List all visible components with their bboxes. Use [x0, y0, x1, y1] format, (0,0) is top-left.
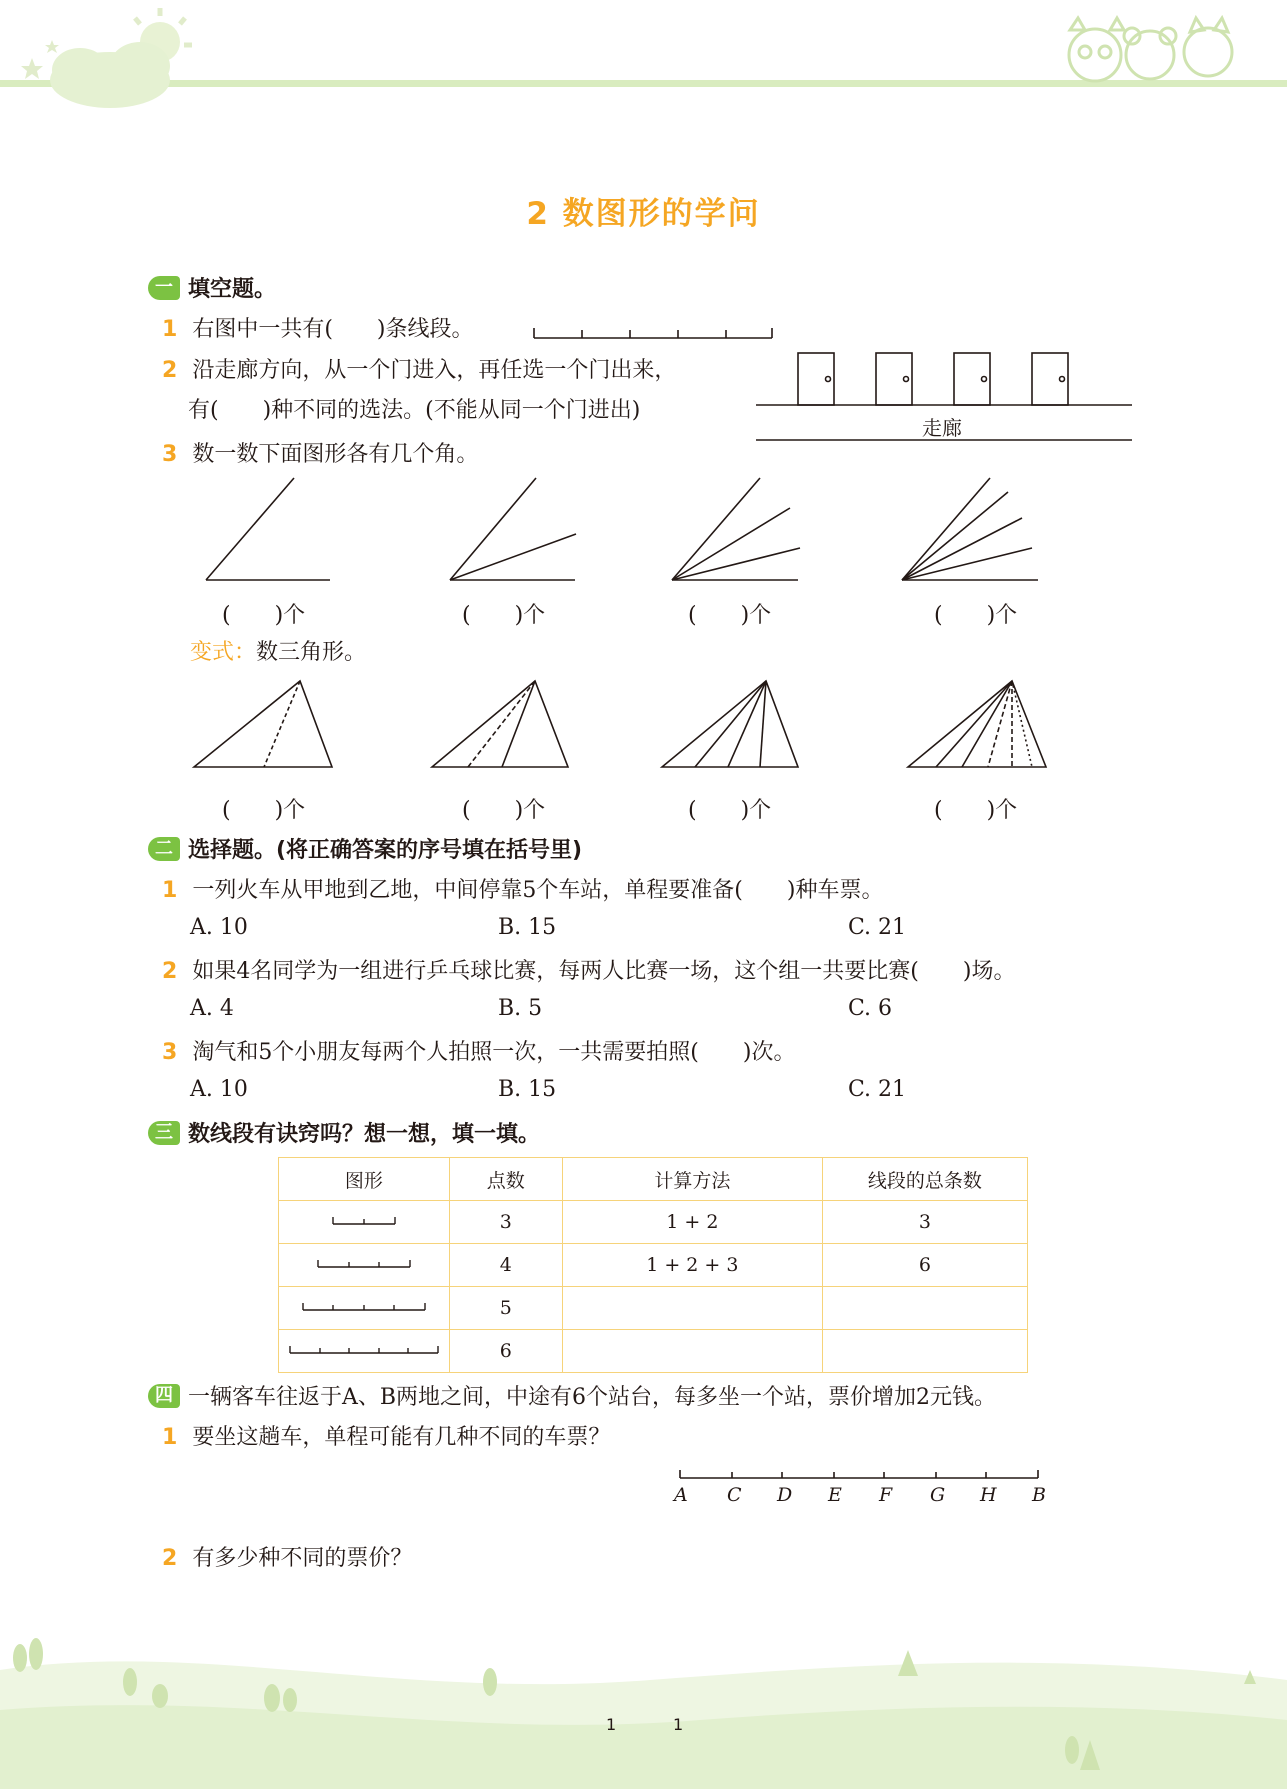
- section-3-heading: [148, 1117, 540, 1148]
- triangle-figures: [190, 675, 1090, 770]
- question-number: 2: [162, 959, 178, 984]
- question-2-2: [162, 954, 1015, 985]
- section-badge: 一: [148, 276, 180, 300]
- question-4-2: [162, 1541, 412, 1572]
- triangle-answer-3[interactable]: ( )个: [688, 798, 772, 823]
- question-text: 淘气和5个小朋友每两个人拍照一次，一共需要拍照( )次。: [192, 1040, 796, 1065]
- question-number: 1: [162, 878, 178, 903]
- station-label: C: [727, 1484, 742, 1506]
- table-row: [279, 1330, 1028, 1373]
- segment-figure-cell: [279, 1330, 450, 1373]
- question-text: 一列火车从甲地到乙地，中间停靠5个车站，单程要准备( )种车票。: [192, 878, 884, 903]
- angle-answer-4[interactable]: ( )个: [934, 603, 1018, 628]
- question-text: 数一数下面图形各有几个角。: [192, 442, 479, 467]
- angle-figure-4: [902, 478, 1038, 580]
- triangle-figure-2: [432, 681, 568, 767]
- method-cell[interactable]: [562, 1330, 822, 1373]
- question-number: 2: [162, 358, 178, 383]
- segment-figure: [329, 1214, 399, 1228]
- angle-figure-1: [206, 478, 330, 580]
- section-2-heading: [148, 833, 582, 864]
- angle-figures: [190, 470, 1090, 585]
- question-text: 有多少种不同的票价？: [192, 1546, 413, 1571]
- method-cell[interactable]: [562, 1287, 822, 1330]
- option-c[interactable]: C. 21: [848, 915, 907, 940]
- table-header: 计算方法: [562, 1158, 822, 1201]
- question-2-1: [162, 873, 883, 904]
- segment-figure: [299, 1300, 429, 1314]
- angle-answer-1[interactable]: ( )个: [222, 603, 306, 628]
- cloud-icon: [50, 42, 170, 108]
- footer-landscape: [0, 1610, 1287, 1789]
- page-number-left: 1: [606, 1715, 617, 1734]
- option-b[interactable]: B. 15: [498, 915, 557, 940]
- station-label: H: [980, 1484, 997, 1506]
- variant-text: 数三角形。: [256, 640, 367, 665]
- question-1-2-line2: 有( )种不同的选法。(不能从同一个门进出): [188, 398, 641, 423]
- station-label: E: [828, 1484, 842, 1506]
- question-number: 2: [162, 1546, 178, 1571]
- segment-figure: [530, 320, 780, 342]
- header-decoration: [0, 0, 1287, 120]
- table-row: [279, 1287, 1028, 1330]
- table-row: [279, 1244, 1028, 1287]
- segment-figure-cell: [279, 1287, 450, 1330]
- variant-label: 变式：: [190, 640, 257, 665]
- section-title: 数线段有诀窍吗？想一想，填一填。: [188, 1122, 541, 1147]
- station-label: F: [879, 1484, 893, 1506]
- angle-figure-2: [450, 478, 576, 580]
- segment-figure-cell: [279, 1244, 450, 1287]
- table-header: 点数: [449, 1158, 562, 1201]
- question-number: 1: [162, 1425, 178, 1450]
- segment-count-table: [278, 1157, 1028, 1373]
- triangle-answer-2[interactable]: ( )个: [462, 798, 546, 823]
- total-cell[interactable]: 6: [822, 1244, 1027, 1287]
- page-title: 2 数图形的学问: [526, 196, 761, 232]
- question-1-1: [162, 312, 473, 343]
- segment-figure-cell: [279, 1201, 450, 1244]
- question-text: 右图中一共有( )条线段。: [192, 317, 474, 342]
- option-b[interactable]: B. 5: [498, 996, 543, 1021]
- question-text: 沿走廊方向，从一个门进入，再任选一个门出来，: [192, 358, 677, 383]
- section-title: 选择题。(将正确答案的序号填在括号里): [188, 838, 583, 863]
- station-label: G: [930, 1484, 946, 1506]
- section-1-heading: [148, 272, 276, 303]
- question-text: 要坐这趟车，单程可能有几种不同的车票？: [192, 1425, 611, 1450]
- question-2-3: [162, 1035, 795, 1066]
- question-1-2: [162, 353, 676, 384]
- section-badge: 二: [148, 837, 180, 861]
- question-1-3: [162, 437, 478, 468]
- section-title: 填空题。: [188, 277, 277, 302]
- option-a[interactable]: A. 10: [190, 915, 248, 940]
- triangle-answer-4[interactable]: ( )个: [934, 798, 1018, 823]
- table-header-row: [279, 1158, 1028, 1201]
- total-cell[interactable]: 3: [822, 1201, 1027, 1244]
- question-number: 3: [162, 442, 178, 467]
- option-a[interactable]: A. 10: [190, 1077, 248, 1102]
- page-number-right: 1: [673, 1715, 684, 1734]
- total-cell[interactable]: [822, 1287, 1027, 1330]
- triangle-figure-3: [662, 681, 798, 767]
- section-title: 一辆客车往返于A、B两地之间，中途有6个站台，每多坐一个站，票价增加2元钱。: [188, 1385, 997, 1410]
- table-row: [279, 1201, 1028, 1244]
- table-header: 图形: [279, 1158, 450, 1201]
- station-label: D: [777, 1484, 793, 1506]
- option-a[interactable]: A. 4: [190, 996, 234, 1021]
- table-header: 线段的总条数: [822, 1158, 1027, 1201]
- triangle-answer-1[interactable]: ( )个: [222, 798, 306, 823]
- section-4-heading: [148, 1380, 996, 1411]
- triangle-figure-1: [194, 681, 332, 767]
- method-cell[interactable]: 1 + 2 + 3: [562, 1244, 822, 1287]
- station-label: B: [1032, 1484, 1046, 1506]
- option-c[interactable]: C. 21: [848, 1077, 907, 1102]
- animal-friends-icon: [1069, 18, 1232, 81]
- variant-line: [190, 635, 366, 666]
- section-badge: 四: [148, 1384, 180, 1408]
- points-cell: 4: [449, 1244, 562, 1287]
- station-label: A: [674, 1484, 688, 1506]
- points-cell: 5: [449, 1287, 562, 1330]
- segment-figure: [286, 1343, 442, 1357]
- section-badge: 三: [148, 1121, 180, 1145]
- points-cell: 3: [449, 1201, 562, 1244]
- method-cell[interactable]: 1 + 2: [562, 1201, 822, 1244]
- points-cell: 6: [449, 1330, 562, 1373]
- angle-answer-3[interactable]: ( )个: [688, 603, 772, 628]
- angle-answer-2[interactable]: ( )个: [462, 603, 546, 628]
- corridor-label: 走廊: [922, 416, 962, 440]
- question-number: 3: [162, 1040, 178, 1065]
- angle-figure-3: [672, 478, 800, 580]
- option-c[interactable]: C. 6: [848, 996, 893, 1021]
- option-b[interactable]: B. 15: [498, 1077, 557, 1102]
- question-number: 1: [162, 317, 178, 342]
- question-text: 如果4名同学为一组进行乒乓球比赛，每两人比赛一场，这个组一共要比赛( )场。: [192, 959, 1016, 984]
- triangle-figure-4: [908, 681, 1046, 767]
- segment-figure: [314, 1257, 414, 1271]
- total-cell[interactable]: [822, 1330, 1027, 1373]
- question-4-1: [162, 1420, 610, 1451]
